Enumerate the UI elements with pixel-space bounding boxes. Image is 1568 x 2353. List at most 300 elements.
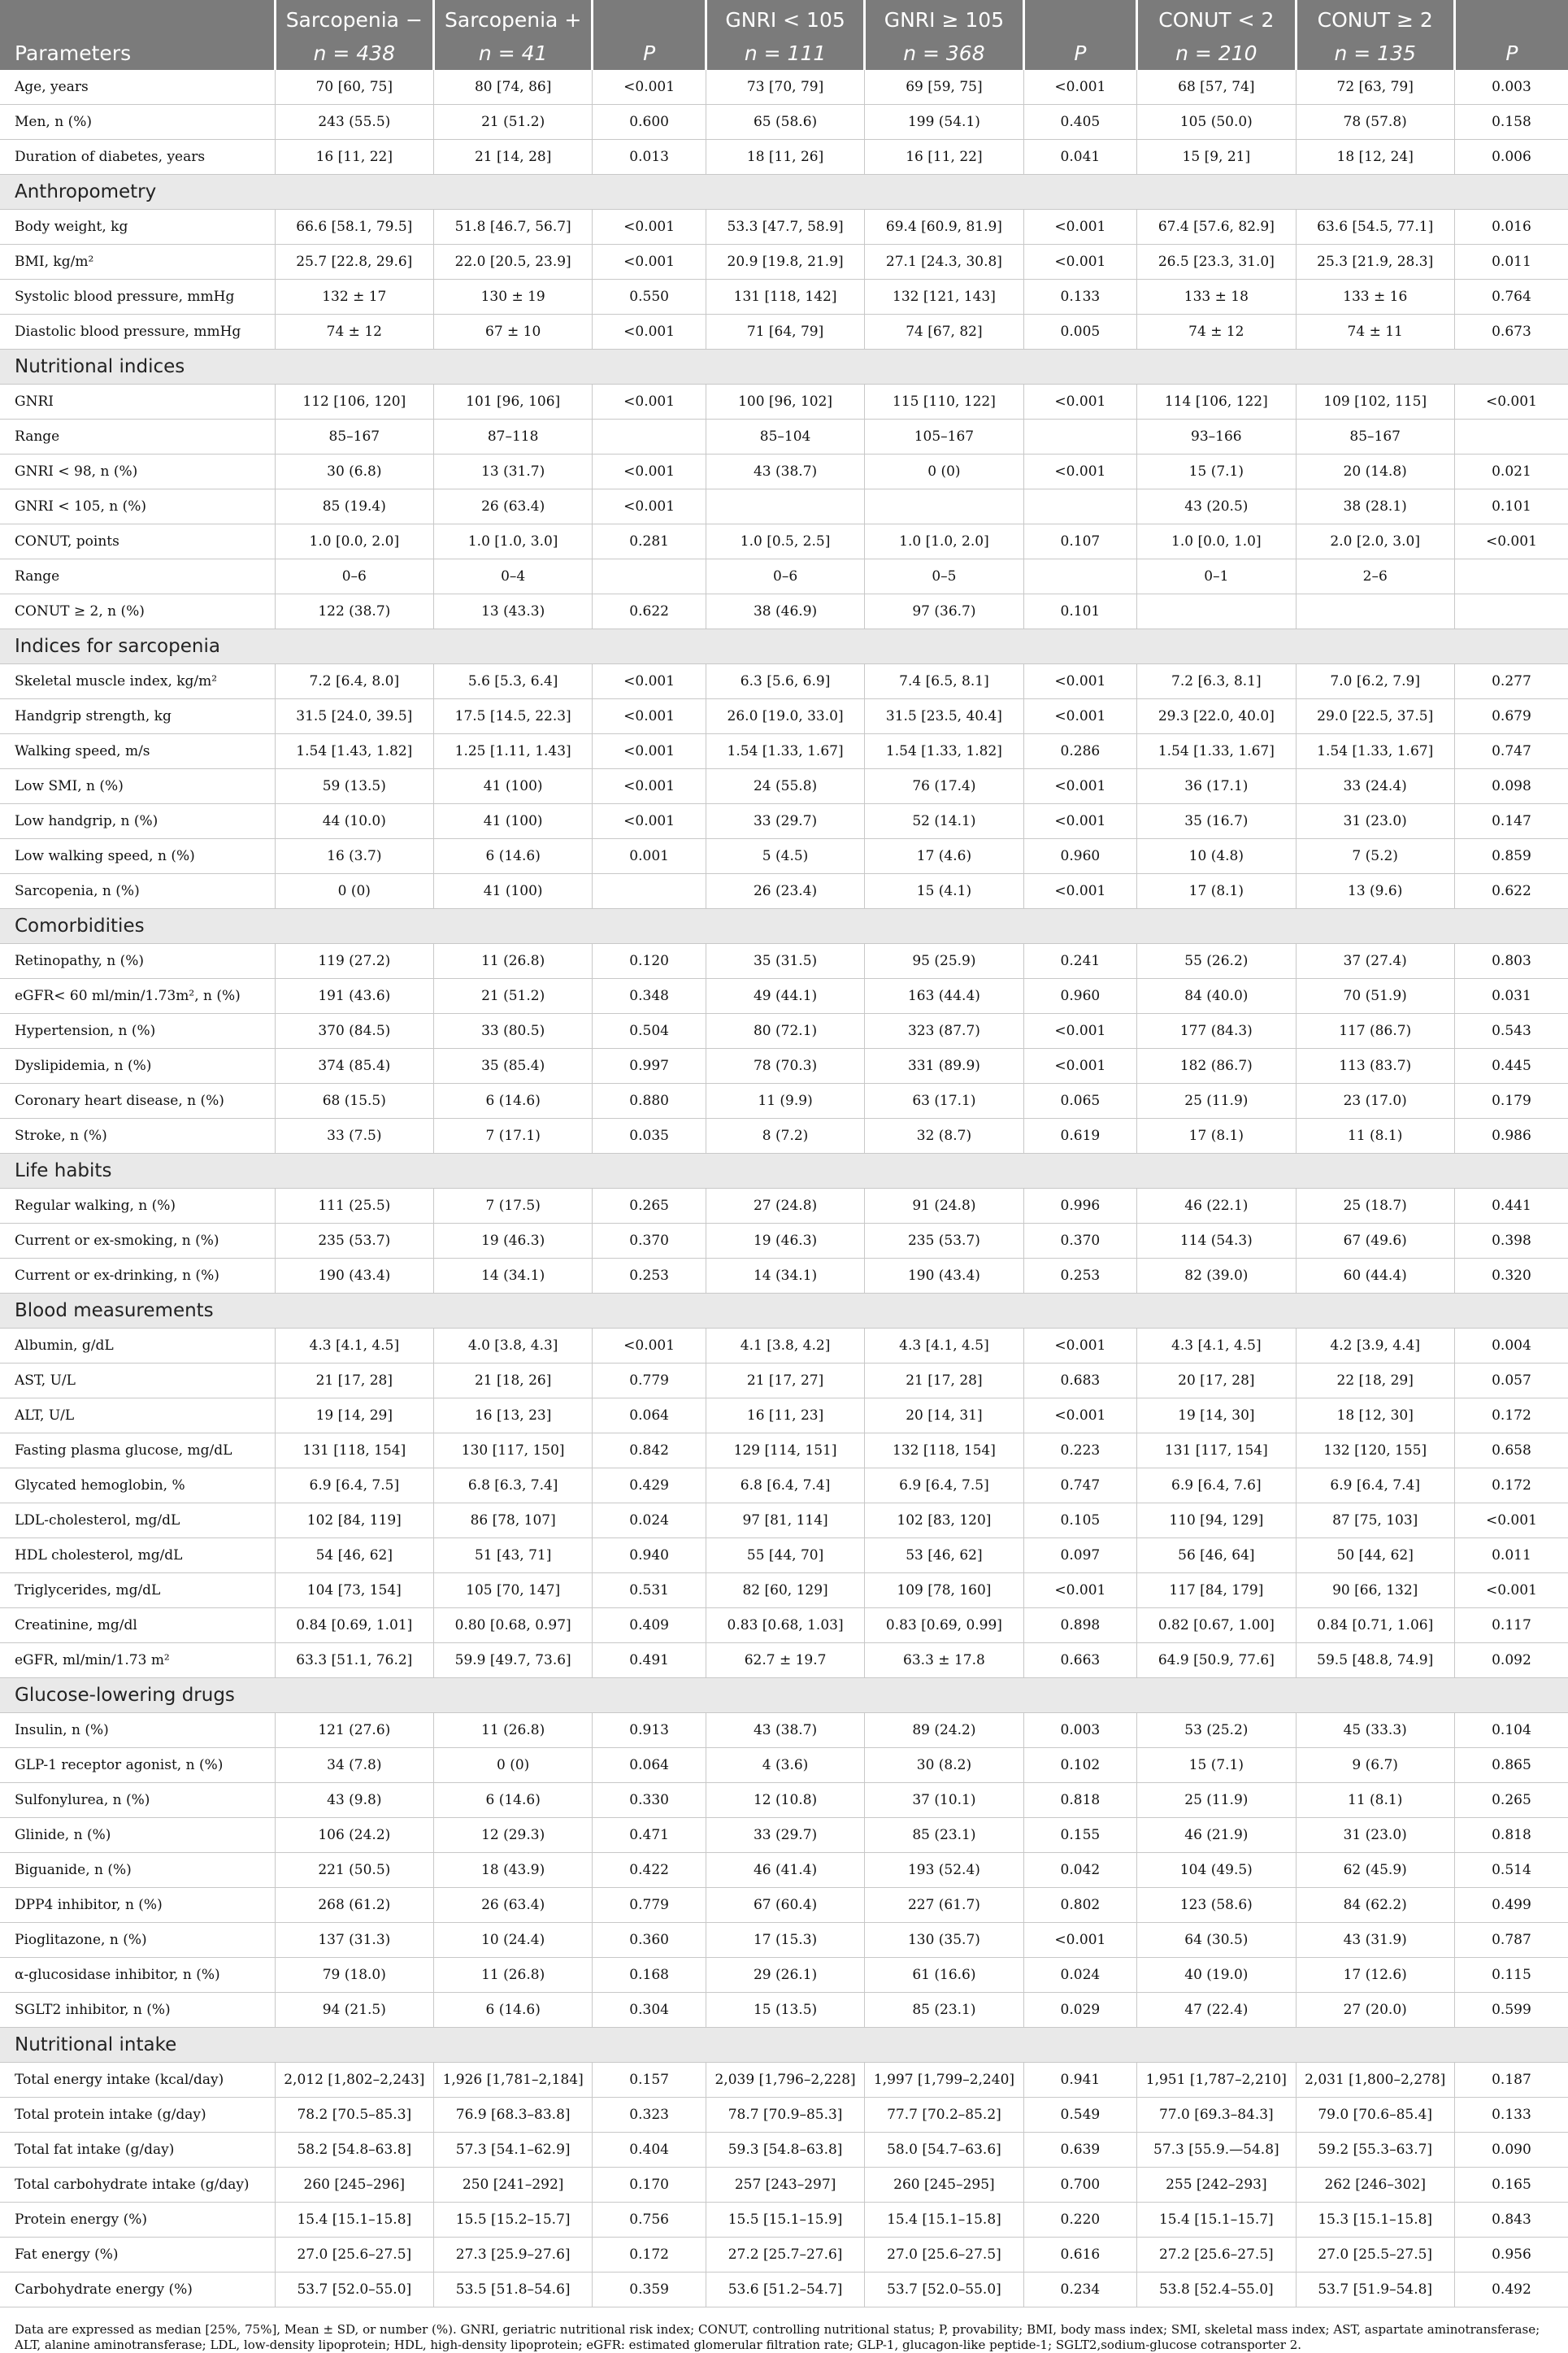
value-cell: <0.001 — [1023, 1329, 1137, 1364]
value-cell: 0.550 — [593, 280, 706, 315]
value-cell: 91 (24.8) — [865, 1189, 1023, 1224]
value-cell: 0.170 — [593, 2168, 706, 2203]
value-cell: 45 (33.3) — [1296, 1713, 1454, 1748]
value-cell: 68 (15.5) — [275, 1084, 433, 1119]
value-cell: 17 (15.3) — [706, 1923, 864, 1958]
value-cell: 43 (31.9) — [1296, 1923, 1454, 1958]
table-row — [0, 1364, 1568, 1398]
value-cell: 7.0 [6.2, 7.9] — [1296, 664, 1454, 699]
value-cell: 0.115 — [1454, 1958, 1568, 1993]
parameter-cell: SGLT2 inhibitor, n (%) — [0, 1993, 275, 2028]
value-cell: 0.663 — [1023, 1643, 1137, 1678]
value-cell: 0.104 — [1454, 1713, 1568, 1748]
value-cell: 105 [70, 147] — [433, 1573, 592, 1608]
value-cell — [593, 420, 706, 455]
value-cell: 27.3 [25.9–27.6] — [433, 2238, 592, 2273]
value-cell: 0.747 — [1023, 1468, 1137, 1503]
header-row-groups — [0, 0, 1568, 36]
value-cell: 0.281 — [593, 524, 706, 559]
value-cell: 6.9 [6.4, 7.5] — [865, 1468, 1023, 1503]
value-cell: 64.9 [50.9, 77.6] — [1137, 1643, 1296, 1678]
value-cell: 0.543 — [1454, 1014, 1568, 1049]
value-cell: 13 (43.3) — [433, 594, 592, 629]
value-cell: 4.3 [4.1, 4.5] — [1137, 1329, 1296, 1364]
value-cell: 0.172 — [1454, 1468, 1568, 1503]
table-row — [0, 944, 1568, 979]
section-title: Blood measurements — [0, 1294, 1568, 1329]
parameter-cell: Sulfonylurea, n (%) — [0, 1783, 275, 1818]
value-cell: 97 (36.7) — [865, 594, 1023, 629]
value-cell: 0.241 — [1023, 944, 1137, 979]
value-cell: 57.3 [55.9.—54.8] — [1137, 2133, 1296, 2168]
value-cell: 104 (49.5) — [1137, 1853, 1296, 1888]
value-cell: 73 [70, 79] — [706, 70, 864, 105]
value-cell: 67.4 [57.6, 82.9] — [1137, 210, 1296, 245]
value-cell: 80 [74, 86] — [433, 70, 592, 105]
value-cell: <0.001 — [593, 455, 706, 489]
value-cell: 102 [84, 119] — [275, 1503, 433, 1538]
value-cell: 0.003 — [1454, 70, 1568, 105]
value-cell: 221 (50.5) — [275, 1853, 433, 1888]
value-cell: 0.622 — [1454, 874, 1568, 909]
value-cell: 0.398 — [1454, 1224, 1568, 1259]
value-cell: 35 (85.4) — [433, 1049, 592, 1084]
value-cell: <0.001 — [1454, 1503, 1568, 1538]
value-cell: 41 (100) — [433, 874, 592, 909]
value-cell: 0.756 — [593, 2203, 706, 2238]
value-cell: 0.172 — [1454, 1398, 1568, 1433]
table-row — [0, 1224, 1568, 1259]
parameter-cell: BMI, kg/m² — [0, 245, 275, 280]
value-cell: 56 [46, 64] — [1137, 1538, 1296, 1573]
value-cell: 0.223 — [1023, 1433, 1137, 1468]
value-cell: 21 [17, 27] — [706, 1364, 864, 1398]
value-cell: 0–6 — [706, 559, 864, 594]
value-cell: 110 [94, 129] — [1137, 1503, 1296, 1538]
parameter-cell: LDL-cholesterol, mg/dL — [0, 1503, 275, 1538]
value-cell: 22.0 [20.5, 23.9] — [433, 245, 592, 280]
value-cell: 132 [120, 155] — [1296, 1433, 1454, 1468]
value-cell: 0.818 — [1023, 1783, 1137, 1818]
value-cell: 137 (31.3) — [275, 1923, 433, 1958]
value-cell: 100 [96, 102] — [706, 385, 864, 420]
value-cell: 0.956 — [1454, 2238, 1568, 2273]
parameter-cell: GNRI < 105, n (%) — [0, 489, 275, 524]
value-cell: 12 (29.3) — [433, 1818, 592, 1853]
value-cell: 2,012 [1,802–2,243] — [275, 2063, 433, 2098]
table-row — [0, 2273, 1568, 2307]
value-cell: 21 [17, 28] — [275, 1364, 433, 1398]
value-cell: 260 [245–295] — [865, 2168, 1023, 2203]
value-cell: 123 (58.6) — [1137, 1888, 1296, 1923]
value-cell: 0.673 — [1454, 315, 1568, 350]
table-row — [0, 769, 1568, 804]
value-cell: 104 [73, 154] — [275, 1573, 433, 1608]
value-cell: 15 [9, 21] — [1137, 140, 1296, 175]
value-cell: 53.6 [51.2–54.7] — [706, 2273, 864, 2307]
value-cell: 15.4 [15.1–15.7] — [1137, 2203, 1296, 2238]
value-cell: 19 (46.3) — [433, 1224, 592, 1259]
value-cell: 0.320 — [1454, 1259, 1568, 1294]
value-cell: 0.098 — [1454, 769, 1568, 804]
value-cell: 6 (14.6) — [433, 1084, 592, 1119]
value-cell: 20 (14.8) — [1296, 455, 1454, 489]
value-cell: 53.7 [51.9–54.8] — [1296, 2273, 1454, 2307]
value-cell: 55 (26.2) — [1137, 944, 1296, 979]
value-cell: 78 (57.8) — [1296, 105, 1454, 140]
value-cell: 0.622 — [593, 594, 706, 629]
value-cell: 105–167 — [865, 420, 1023, 455]
value-cell: 0.348 — [593, 979, 706, 1014]
table-row — [0, 420, 1568, 455]
value-cell: 0.234 — [1023, 2273, 1137, 2307]
value-cell: 15.5 [15.2–15.7] — [433, 2203, 592, 2238]
value-cell: 90 [66, 132] — [1296, 1573, 1454, 1608]
value-cell: 0.102 — [1023, 1748, 1137, 1783]
value-cell: 65 (58.6) — [706, 105, 864, 140]
value-cell: 114 [106, 122] — [1137, 385, 1296, 420]
value-cell — [1296, 594, 1454, 629]
value-cell: 44 (10.0) — [275, 804, 433, 839]
value-cell: 0.82 [0.67, 1.00] — [1137, 1608, 1296, 1643]
value-cell: 1.54 [1.33, 1.67] — [1296, 734, 1454, 769]
parameter-cell: Duration of diabetes, years — [0, 140, 275, 175]
value-cell: 106 (24.2) — [275, 1818, 433, 1853]
value-cell: 7.2 [6.4, 8.0] — [275, 664, 433, 699]
value-cell: 190 (43.4) — [275, 1259, 433, 1294]
value-cell: 10 (24.4) — [433, 1923, 592, 1958]
parameter-cell: Fat energy (%) — [0, 2238, 275, 2273]
value-cell: 5.6 [5.3, 6.4] — [433, 664, 592, 699]
value-cell: 6 (14.6) — [433, 839, 592, 874]
value-cell: 46 (22.1) — [1137, 1189, 1296, 1224]
table-row — [0, 734, 1568, 769]
value-cell: 18 [11, 26] — [706, 140, 864, 175]
parameter-cell: HDL cholesterol, mg/dL — [0, 1538, 275, 1573]
value-cell: 41 (100) — [433, 804, 592, 839]
value-cell: 27.0 [25.6–27.5] — [865, 2238, 1023, 2273]
value-cell: 15.4 [15.1–15.8] — [275, 2203, 433, 2238]
value-cell: 129 [114, 151] — [706, 1433, 864, 1468]
value-cell — [1454, 420, 1568, 455]
value-cell: 58.2 [54.8–63.8] — [275, 2133, 433, 2168]
value-cell: 0.370 — [1023, 1224, 1137, 1259]
value-cell: 25.3 [21.9, 28.3] — [1296, 245, 1454, 280]
table-row — [0, 804, 1568, 839]
value-cell — [1454, 594, 1568, 629]
value-cell: 19 (46.3) — [706, 1224, 864, 1259]
value-cell: <0.001 — [593, 210, 706, 245]
value-cell: 0.787 — [1454, 1923, 1568, 1958]
value-cell: <0.001 — [593, 315, 706, 350]
value-cell: <0.001 — [593, 385, 706, 420]
value-cell: 193 (52.4) — [865, 1853, 1023, 1888]
section-header-row — [0, 175, 1568, 210]
table-header — [0, 0, 1568, 70]
parameter-cell: CONUT ≥ 2, n (%) — [0, 594, 275, 629]
value-cell: 15.4 [15.1–15.8] — [865, 2203, 1023, 2238]
value-cell — [593, 559, 706, 594]
parameter-cell: Glinide, n (%) — [0, 1818, 275, 1853]
parameter-cell: Biguanide, n (%) — [0, 1853, 275, 1888]
table-row — [0, 1958, 1568, 1993]
value-cell: 0.120 — [593, 944, 706, 979]
value-cell: 97 [81, 114] — [706, 1503, 864, 1538]
footnote: Data are expressed as median [25%, 75%], Mean ± SD, or number (%). GNRI, geriatric nutritional risk index; CONUT, controlling nutritional status; P, provability; BMI, body mass index; SMI, skeletal mass index; AST, aspartate aminotransferase; ALT, alanine aminotransferase; LDL, low-density lipoprotein; HDL, high-density lipoprotein; eGFR: estimated glomerular filtration rate; GLP-1, glucagon-like peptide-1; SGLT2,sodium-glucose cotransporter 2. — [15, 2322, 1540, 2352]
value-cell: 85–167 — [1296, 420, 1454, 455]
value-cell: 0.639 — [1023, 2133, 1137, 2168]
value-cell: 0.286 — [1023, 734, 1137, 769]
value-cell: 53.3 [47.7, 58.9] — [706, 210, 864, 245]
value-cell: 0 (0) — [275, 874, 433, 909]
value-cell: 370 (84.5) — [275, 1014, 433, 1049]
value-cell: 15.5 [15.1–15.9] — [706, 2203, 864, 2238]
value-cell: 0.090 — [1454, 2133, 1568, 2168]
table-row — [0, 594, 1568, 629]
value-cell: 7.2 [6.3, 8.1] — [1137, 664, 1296, 699]
value-cell: 0.187 — [1454, 2063, 1568, 2098]
value-cell: 7.4 [6.5, 8.1] — [865, 664, 1023, 699]
value-cell: 4.2 [3.9, 4.4] — [1296, 1329, 1454, 1364]
section-header-row — [0, 1678, 1568, 1713]
value-cell: 33 (24.4) — [1296, 769, 1454, 804]
header-cell — [275, 36, 433, 70]
value-cell: 11 (9.9) — [706, 1084, 864, 1119]
value-cell: 0.842 — [593, 1433, 706, 1468]
value-cell: 0.996 — [1023, 1189, 1137, 1224]
value-cell: 59.9 [49.7, 73.6] — [433, 1643, 592, 1678]
table-row — [0, 1084, 1568, 1119]
value-cell: 0.843 — [1454, 2203, 1568, 2238]
parameter-cell: Total energy intake (kcal/day) — [0, 2063, 275, 2098]
value-cell: 85 (19.4) — [275, 489, 433, 524]
value-cell: 122 (38.7) — [275, 594, 433, 629]
table-row — [0, 1259, 1568, 1294]
value-cell: 33 (7.5) — [275, 1119, 433, 1154]
value-cell: <0.001 — [1023, 769, 1137, 804]
value-cell: 0.859 — [1454, 839, 1568, 874]
value-cell: 78.7 [70.9–85.3] — [706, 2098, 864, 2133]
value-cell: 0.003 — [1023, 1713, 1137, 1748]
value-cell: 21 (51.2) — [433, 105, 592, 140]
table-row — [0, 105, 1568, 140]
value-cell: 0.764 — [1454, 280, 1568, 315]
value-cell: 61 (16.6) — [865, 1958, 1023, 1993]
value-cell: 10 (4.8) — [1137, 839, 1296, 874]
value-cell: 0.803 — [1454, 944, 1568, 979]
value-cell: 33 (29.7) — [706, 1818, 864, 1853]
table-row — [0, 1398, 1568, 1433]
value-cell: 40 (19.0) — [1137, 1958, 1296, 1993]
value-cell: 85–104 — [706, 420, 864, 455]
value-cell: 9 (6.7) — [1296, 1748, 1454, 1783]
parameter-cell: Total protein intake (g/day) — [0, 2098, 275, 2133]
table-row — [0, 979, 1568, 1014]
value-cell: 84 (62.2) — [1296, 1888, 1454, 1923]
value-cell: 7 (5.2) — [1296, 839, 1454, 874]
table-row — [0, 874, 1568, 909]
value-cell: 323 (87.7) — [865, 1014, 1023, 1049]
value-cell: 6.9 [6.4, 7.4] — [1296, 1468, 1454, 1503]
table-row — [0, 1538, 1568, 1573]
value-cell: 0.323 — [593, 2098, 706, 2133]
value-cell: 0.042 — [1023, 1853, 1137, 1888]
value-cell: 0.004 — [1454, 1329, 1568, 1364]
table-row — [0, 1573, 1568, 1608]
table-row — [0, 664, 1568, 699]
header-cell-p: P — [1505, 41, 1518, 65]
value-cell: 0.330 — [593, 1783, 706, 1818]
value-cell: <0.001 — [1454, 524, 1568, 559]
value-cell: 1.0 [0.0, 1.0] — [1137, 524, 1296, 559]
value-cell: 0.011 — [1454, 245, 1568, 280]
value-cell: 57.3 [54.1–62.9] — [433, 2133, 592, 2168]
section-title: Anthropometry — [0, 175, 1568, 210]
value-cell: 121 (27.6) — [275, 1713, 433, 1748]
value-cell: <0.001 — [1023, 1049, 1137, 1084]
table-row — [0, 1014, 1568, 1049]
value-cell: 19 [14, 29] — [275, 1398, 433, 1433]
value-cell: 11 (8.1) — [1296, 1783, 1454, 1818]
value-cell: 0.599 — [1454, 1993, 1568, 2028]
value-cell: <0.001 — [593, 245, 706, 280]
value-cell: 4.3 [4.1, 4.5] — [275, 1329, 433, 1364]
value-cell: 27 (24.8) — [706, 1189, 864, 1224]
table-row — [0, 140, 1568, 175]
value-cell: 68 [57, 74] — [1137, 70, 1296, 105]
value-cell: 23 (17.0) — [1296, 1084, 1454, 1119]
table-row — [0, 210, 1568, 245]
value-cell: 53 (25.2) — [1137, 1713, 1296, 1748]
value-cell: 59 (13.5) — [275, 769, 433, 804]
table-row — [0, 524, 1568, 559]
value-cell: 1.0 [1.0, 2.0] — [865, 524, 1023, 559]
value-cell: 6.8 [6.3, 7.4] — [433, 1468, 592, 1503]
table-row — [0, 1818, 1568, 1853]
value-cell: <0.001 — [1454, 385, 1568, 420]
value-cell: 85 (23.1) — [865, 1993, 1023, 2028]
value-cell: 0.172 — [593, 2238, 706, 2273]
value-cell: 71 [64, 79] — [706, 315, 864, 350]
header-cell-p: P — [1074, 41, 1087, 65]
value-cell: <0.001 — [1454, 1573, 1568, 1608]
value-cell: 0.277 — [1454, 664, 1568, 699]
value-cell: 26.5 [23.3, 31.0] — [1137, 245, 1296, 280]
value-cell: 0.492 — [1454, 2273, 1568, 2307]
value-cell: 34 (7.8) — [275, 1748, 433, 1783]
table-row — [0, 2133, 1568, 2168]
value-cell: <0.001 — [1023, 1573, 1137, 1608]
section-header-row — [0, 909, 1568, 944]
value-cell: 109 [78, 160] — [865, 1573, 1023, 1608]
value-cell: 0.168 — [593, 1958, 706, 1993]
header-cell — [706, 36, 864, 70]
value-cell: 0.147 — [1454, 804, 1568, 839]
value-cell: 1,926 [1,781–2,184] — [433, 2063, 592, 2098]
table-row — [0, 1468, 1568, 1503]
value-cell: 117 [84, 179] — [1137, 1573, 1296, 1608]
header-cell — [0, 0, 275, 36]
value-cell: <0.001 — [1023, 1014, 1137, 1049]
header-cell — [433, 36, 592, 70]
value-cell: 67 ± 10 — [433, 315, 592, 350]
value-cell: 89 (24.2) — [865, 1713, 1023, 1748]
header-cell-n: n = 438 — [313, 41, 395, 65]
value-cell: 37 (27.4) — [1296, 944, 1454, 979]
value-cell: 0.491 — [593, 1643, 706, 1678]
value-cell: 59.2 [55.3–63.7] — [1296, 2133, 1454, 2168]
parameter-cell: GNRI — [0, 385, 275, 420]
value-cell: 0.658 — [1454, 1433, 1568, 1468]
value-cell: 0.960 — [1023, 839, 1137, 874]
value-cell: 235 (53.7) — [275, 1224, 433, 1259]
value-cell — [1137, 594, 1296, 629]
value-cell: 16 [13, 23] — [433, 1398, 592, 1433]
value-cell: 0.013 — [593, 140, 706, 175]
parameter-cell: eGFR< 60 ml/min/1.73m², n (%) — [0, 979, 275, 1014]
value-cell: 0.253 — [1023, 1259, 1137, 1294]
value-cell: 20 [17, 28] — [1137, 1364, 1296, 1398]
value-cell: 6.9 [6.4, 7.5] — [275, 1468, 433, 1503]
table-row — [0, 1993, 1568, 2028]
table-row — [0, 280, 1568, 315]
parameter-cell: Age, years — [0, 70, 275, 105]
value-cell: 0.616 — [1023, 2238, 1137, 2273]
value-cell: 70 (51.9) — [1296, 979, 1454, 1014]
value-cell: 0.016 — [1454, 210, 1568, 245]
value-cell: 84 (40.0) — [1137, 979, 1296, 1014]
value-cell: 133 ± 18 — [1137, 280, 1296, 315]
value-cell: 6 (14.6) — [433, 1993, 592, 2028]
value-cell: 133 ± 16 — [1296, 280, 1454, 315]
value-cell: 47 (22.4) — [1137, 1993, 1296, 2028]
value-cell: 46 (41.4) — [706, 1853, 864, 1888]
value-cell: 79 (18.0) — [275, 1958, 433, 1993]
value-cell: 1.54 [1.43, 1.82] — [275, 734, 433, 769]
table-row — [0, 1503, 1568, 1538]
parameter-cell: Stroke, n (%) — [0, 1119, 275, 1154]
value-cell: 38 (46.9) — [706, 594, 864, 629]
value-cell: 69 [59, 75] — [865, 70, 1023, 105]
value-cell — [1023, 420, 1137, 455]
value-cell: 12 (10.8) — [706, 1783, 864, 1818]
value-cell: 21 [17, 28] — [865, 1364, 1023, 1398]
value-cell: 51.8 [46.7, 56.7] — [433, 210, 592, 245]
value-cell: 2,031 [1,800–2,278] — [1296, 2063, 1454, 2098]
value-cell: 0.683 — [1023, 1364, 1137, 1398]
parameter-cell: eGFR, ml/min/1.73 m² — [0, 1643, 275, 1678]
parameter-cell: α-glucosidase inhibitor, n (%) — [0, 1958, 275, 1993]
value-cell: 33 (80.5) — [433, 1014, 592, 1049]
value-cell: 67 (49.6) — [1296, 1224, 1454, 1259]
header-cell-n: n = 210 — [1175, 41, 1257, 65]
parameter-cell: Body weight, kg — [0, 210, 275, 245]
value-cell: 67 (60.4) — [706, 1888, 864, 1923]
value-cell: 191 (43.6) — [275, 979, 433, 1014]
value-cell: 0.405 — [1023, 105, 1137, 140]
table-row — [0, 1923, 1568, 1958]
value-cell: 130 (35.7) — [865, 1923, 1023, 1958]
value-cell: 55 [44, 70] — [706, 1538, 864, 1573]
value-cell: 131 [118, 142] — [706, 280, 864, 315]
value-cell: 0.021 — [1454, 455, 1568, 489]
parameter-cell: Current or ex-smoking, n (%) — [0, 1224, 275, 1259]
value-cell: 58.0 [54.7–63.6] — [865, 2133, 1023, 2168]
value-cell: 27.2 [25.6–27.5] — [1137, 2238, 1296, 2273]
value-cell: 6 (14.6) — [433, 1783, 592, 1818]
value-cell: 63.3 [51.1, 76.2] — [275, 1643, 433, 1678]
table-row — [0, 2168, 1568, 2203]
